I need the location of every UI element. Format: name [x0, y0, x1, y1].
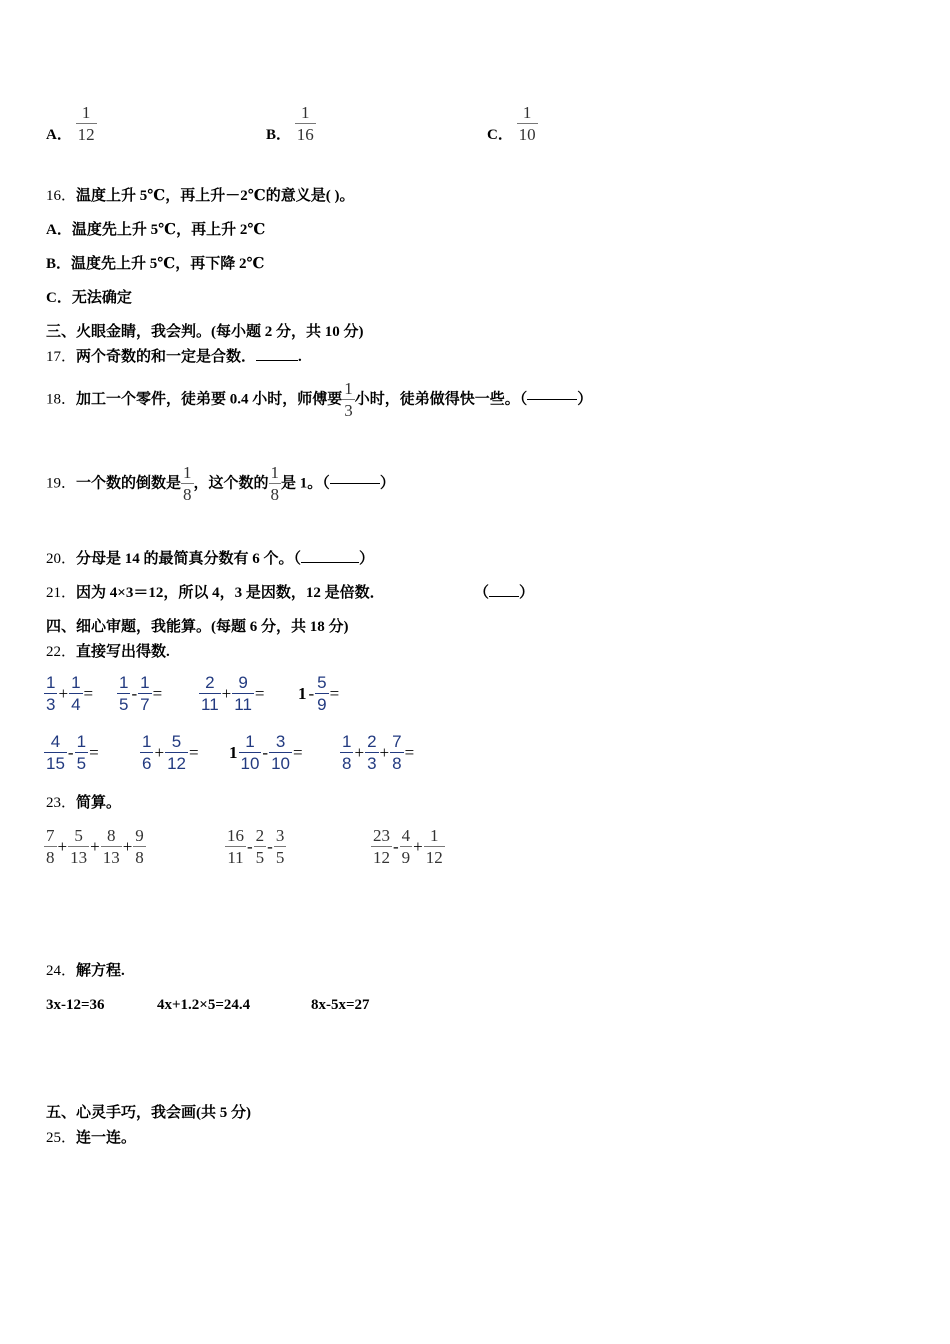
question-number: 25．: [46, 1130, 77, 1146]
answer-blank[interactable]: [301, 562, 359, 563]
q16-option-a: [46, 220, 265, 240]
question-23: [46, 793, 121, 813]
fraction: [69, 674, 82, 713]
calc-6: [140, 733, 200, 772]
denominator: 8: [392, 754, 402, 773]
numerator: 8: [106, 826, 116, 845]
option-c: [487, 104, 538, 143]
question-20: [46, 549, 374, 569]
numerator: 1: [76, 732, 87, 751]
fraction: [254, 827, 267, 866]
fraction: [199, 674, 221, 713]
operator: +: [221, 683, 232, 703]
denominator: 11: [201, 695, 219, 714]
denominator: 16: [296, 125, 314, 144]
operator: +: [354, 742, 365, 762]
simplify-2: [225, 827, 286, 866]
question-number: 17．: [46, 349, 77, 365]
fraction: [181, 464, 194, 503]
equals-sign: =: [152, 683, 163, 703]
question-text: 简算。: [76, 795, 122, 811]
denominator: 8: [183, 485, 192, 504]
numerator: 1: [245, 732, 255, 751]
denominator: 6: [142, 754, 152, 773]
option-label: B．: [46, 256, 72, 272]
equals-sign: =: [404, 742, 415, 762]
fraction: [68, 827, 89, 866]
equation-3: 8x-5x=27: [311, 997, 370, 1013]
bracket-close: ）: [577, 391, 593, 408]
simplify-1: [44, 827, 146, 866]
question-text: 直接写出得数.: [76, 644, 170, 660]
denominator: 11: [234, 695, 252, 714]
question-number: 23．: [46, 795, 77, 811]
question-text: 两个奇数的和一定是合数．: [76, 349, 257, 365]
numerator: 1: [81, 103, 91, 122]
numerator: 4: [50, 732, 61, 751]
fraction: [140, 733, 153, 772]
fraction: [340, 733, 353, 772]
question-number: 22．: [46, 644, 77, 660]
equation-2: 4x+1.2×5=24.4: [157, 997, 251, 1013]
fraction: [44, 674, 57, 713]
fraction: [138, 674, 151, 713]
numerator: 5: [171, 732, 182, 751]
operator: -: [67, 742, 74, 762]
fraction: [101, 827, 122, 866]
section-5-title: 五、心灵手巧，我会画(共 5 分): [46, 1105, 251, 1121]
calc-2: [117, 674, 163, 713]
fraction: [517, 104, 538, 143]
operator: +: [122, 836, 133, 856]
bracket-close: ）: [519, 585, 535, 601]
fraction: [165, 733, 188, 772]
question-21-answer: [474, 583, 534, 603]
numerator: 1: [142, 732, 152, 751]
fraction: [295, 104, 316, 143]
denominator: 5: [275, 848, 285, 867]
simplify-3: [371, 827, 445, 866]
question-22: [46, 642, 170, 662]
fraction: [342, 380, 355, 419]
numerator: 2: [255, 826, 265, 845]
numerator: 1: [119, 673, 129, 692]
question-21: [46, 583, 385, 603]
denominator: 13: [102, 848, 120, 867]
question-text: 温度上升 5℃，再上升－2℃的意义是( )。: [76, 188, 355, 204]
fraction: [371, 827, 392, 866]
equals-sign: =: [254, 683, 265, 703]
calc-8: [340, 733, 415, 772]
numerator: 1: [183, 463, 192, 482]
option-text: 无法确定: [71, 290, 132, 306]
operator: -: [267, 836, 273, 856]
equals-sign: =: [293, 742, 303, 762]
fraction: [365, 733, 378, 772]
numerator: 1: [46, 673, 56, 692]
numerator: 1: [430, 826, 439, 845]
numerator: 4: [401, 826, 411, 845]
question-number: 18．: [46, 391, 77, 408]
denominator: 12: [77, 125, 95, 144]
operator: +: [58, 683, 69, 703]
operator: -: [308, 683, 315, 703]
question-number: 16．: [46, 188, 77, 204]
fraction: [44, 827, 57, 866]
denominator: 15: [46, 754, 65, 773]
denominator: 5: [119, 695, 129, 714]
numerator: 5: [317, 673, 327, 692]
fraction: [239, 733, 262, 772]
option-label: C．: [46, 290, 72, 306]
numerator: 1: [344, 379, 353, 398]
question-18: [46, 380, 592, 419]
fraction: [133, 827, 146, 866]
numerator: 2: [367, 732, 377, 751]
q16-option-b: [46, 254, 264, 274]
option-label: A．: [46, 127, 72, 143]
calc-4: [297, 674, 340, 713]
denominator: 10: [271, 754, 291, 773]
fraction: [44, 733, 67, 772]
question-number: 24．: [46, 963, 77, 979]
denominator: 8: [135, 848, 144, 867]
option-b: [266, 104, 316, 143]
operator: -: [247, 836, 253, 856]
question-number: 20．: [46, 551, 77, 567]
answer-blank[interactable]: [527, 399, 577, 400]
denominator: 9: [317, 695, 327, 714]
numerator: 7: [392, 732, 402, 751]
numerator: 5: [74, 826, 83, 845]
numerator: 3: [275, 826, 285, 845]
fraction: [225, 827, 246, 866]
question-16: [46, 186, 354, 206]
operator: +: [57, 836, 68, 856]
question-text: 解方程.: [76, 963, 125, 979]
denominator: 5: [255, 848, 265, 867]
denominator: 7: [140, 695, 150, 714]
question-text-mid: ，这个数的: [193, 475, 269, 492]
denominator: 3: [46, 695, 56, 714]
operator: +: [413, 836, 423, 856]
numerator: 7: [46, 826, 55, 845]
section-3-title: 三、火眼金睛，我会判。(每小题 2 分，共 10 分): [46, 324, 364, 340]
fraction: [76, 104, 97, 143]
question-text: 一个数的倒数是: [76, 475, 182, 492]
answer-blank[interactable]: [489, 596, 519, 597]
equals-sign: =: [188, 742, 199, 762]
question-24: [46, 961, 125, 981]
denominator: 8: [270, 485, 280, 504]
question-17: [46, 347, 302, 367]
calc-5: [44, 733, 100, 772]
calc-3: [199, 674, 266, 713]
numerator: 1: [522, 103, 532, 122]
equals-sign: =: [329, 683, 340, 703]
numerator: 23: [373, 826, 390, 845]
denominator: 3: [367, 754, 377, 773]
question-19: [46, 464, 395, 503]
whole-number: 1: [229, 742, 238, 762]
numerator: 1: [140, 673, 150, 692]
operator: +: [379, 742, 390, 762]
q16-option-c: [46, 288, 132, 308]
answer-blank[interactable]: [256, 360, 298, 361]
denominator: 13: [70, 848, 88, 867]
denominator: 5: [76, 754, 87, 773]
question-text: 加工一个零件，徒弟要 0.4 小时，师傅要: [76, 391, 343, 408]
question-number: 21．: [46, 585, 77, 601]
answer-blank[interactable]: [330, 483, 380, 484]
fraction: [117, 674, 130, 713]
bracket-open: （: [474, 585, 490, 601]
fraction: [269, 464, 282, 503]
numerator: 1: [270, 463, 280, 482]
equals-sign: =: [89, 742, 99, 762]
numerator: 3: [275, 732, 286, 751]
denominator: 10: [518, 125, 536, 144]
denominator: 3: [344, 401, 353, 420]
numerator: 16: [227, 826, 244, 845]
bracket-close: ）: [359, 551, 375, 567]
option-a: [46, 104, 97, 143]
numerator: 9: [238, 673, 248, 692]
denominator: 12: [167, 754, 186, 773]
equation-1: 3x-12=36: [46, 997, 105, 1013]
option-label: B．: [266, 127, 292, 143]
operator: +: [154, 742, 165, 762]
fraction: [390, 733, 403, 772]
question-text-cont: 小时，徒弟做得快一些。（: [354, 391, 528, 408]
numerator: 9: [135, 826, 144, 845]
equals-sign: =: [83, 683, 94, 703]
denominator: 4: [71, 695, 81, 714]
question-number: 19．: [46, 475, 77, 492]
fraction: [269, 733, 292, 772]
numerator: 2: [205, 673, 215, 692]
numerator: 1: [342, 732, 352, 751]
fraction: [75, 733, 88, 772]
denominator: 11: [227, 848, 244, 867]
option-label: C．: [487, 127, 513, 143]
question-text: 因为 4×3＝12，所以 4，3 是因数，12 是倍数．: [76, 585, 385, 601]
whole-number: 1: [298, 683, 307, 703]
fraction: [315, 674, 328, 713]
option-label: A．: [46, 222, 72, 238]
option-text: 温度先上升 5℃，再下降 2℃: [71, 256, 265, 272]
calc-1: [44, 674, 94, 713]
question-25: [46, 1128, 136, 1148]
fraction: [274, 827, 287, 866]
operator: -: [131, 683, 138, 703]
numerator: 1: [301, 103, 310, 122]
option-text: 温度先上升 5℃，再上升 2℃: [71, 222, 266, 238]
question-text: 连一连。: [76, 1130, 137, 1146]
denominator: 12: [373, 848, 390, 867]
denominator: 8: [342, 754, 352, 773]
question-end: .: [298, 349, 302, 365]
bracket-close: ）: [379, 475, 395, 492]
denominator: 8: [46, 848, 55, 867]
question-text-cont: 是 1。（: [281, 475, 330, 492]
operator: -: [393, 836, 399, 856]
operator: +: [90, 836, 100, 856]
numerator: 1: [71, 673, 81, 692]
question-text: 分母是 14 的最简真分数有 6 个。（: [76, 551, 302, 567]
denominator: 10: [240, 754, 260, 773]
denominator: 12: [425, 848, 443, 867]
fraction: [232, 674, 254, 713]
section-4-title: 四、细心审题，我能算。(每题 6 分，共 18 分): [46, 619, 349, 635]
fraction: [424, 827, 445, 866]
operator: -: [262, 742, 269, 762]
calc-7: [228, 733, 304, 772]
denominator: 9: [401, 848, 411, 867]
fraction: [400, 827, 413, 866]
